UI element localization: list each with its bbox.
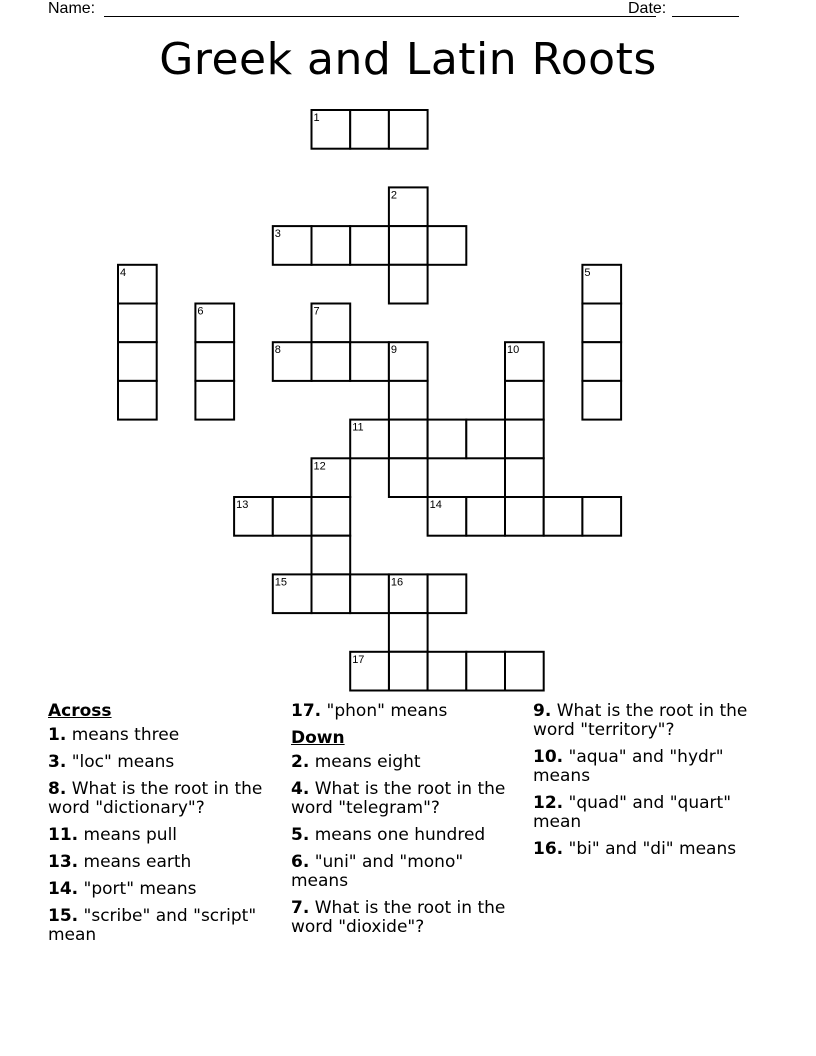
clue-down-4: 4. What is the root in the word "telegram"? bbox=[291, 779, 506, 818]
clue-across-17: 17. "phon" means bbox=[291, 701, 448, 721]
grid-cell[interactable] bbox=[389, 381, 428, 420]
clue-across-8: 8. What is the root in the word "dictionary"? bbox=[48, 779, 263, 818]
cell-number-label: 4 bbox=[120, 266, 127, 279]
cell-number-label: 5 bbox=[584, 266, 591, 279]
grid-cell[interactable] bbox=[389, 613, 428, 652]
clue-down-16: 16. "bi" and "di" means bbox=[533, 839, 737, 859]
grid-cell[interactable] bbox=[389, 420, 428, 459]
grid-cell[interactable] bbox=[466, 652, 505, 691]
grid-cell[interactable] bbox=[389, 652, 428, 691]
down-heading: Down bbox=[291, 728, 345, 748]
grid-cell[interactable] bbox=[544, 497, 583, 536]
grid-cell[interactable] bbox=[312, 536, 351, 575]
grid-cell[interactable] bbox=[505, 652, 544, 691]
grid-cell[interactable] bbox=[582, 342, 621, 381]
clue-across-11: 11. means pull bbox=[48, 825, 178, 845]
cell-number-label: 10 bbox=[507, 344, 520, 357]
clue-down-7: 7. What is the root in the word "dioxide"? bbox=[291, 898, 506, 937]
clue-across-13: 13. means earth bbox=[48, 852, 192, 872]
grid-cell[interactable] bbox=[350, 574, 389, 613]
cell-number-label: 15 bbox=[274, 576, 288, 589]
clues-column-3 bbox=[533, 702, 763, 867]
clue-across-1: 1. means three bbox=[48, 725, 180, 745]
grid-cell[interactable] bbox=[273, 497, 312, 536]
cell-number-label: 11 bbox=[352, 421, 364, 434]
clue-down-9: 9. What is the root in the word "territory"? bbox=[533, 701, 748, 740]
grid-cell[interactable] bbox=[118, 381, 157, 420]
cell-number-label: 7 bbox=[313, 305, 320, 318]
grid-cell[interactable] bbox=[428, 652, 467, 691]
clue-down-6: 6. "uni" and "mono" means bbox=[291, 852, 464, 891]
grid-cell[interactable] bbox=[350, 226, 389, 265]
cell-number-label: 16 bbox=[390, 576, 404, 589]
grid-cell[interactable] bbox=[118, 342, 157, 381]
grid-cell[interactable] bbox=[582, 497, 621, 536]
cell-number-label: 13 bbox=[236, 499, 249, 511]
clue-across-3: 3. "loc" means bbox=[48, 752, 175, 772]
grid-cell[interactable] bbox=[466, 497, 505, 536]
grid-cell[interactable] bbox=[505, 381, 544, 420]
grid-cell[interactable] bbox=[505, 458, 544, 497]
grid-cell[interactable] bbox=[350, 342, 389, 381]
cell-number-label: 9 bbox=[390, 344, 398, 357]
grid-cell[interactable] bbox=[118, 304, 157, 343]
across-heading: Across bbox=[48, 701, 112, 721]
cell-number-label: 1 bbox=[313, 112, 320, 124]
grid-cell[interactable] bbox=[195, 381, 234, 420]
clue-down-2: 2. means eight bbox=[291, 752, 421, 772]
cell-number-label: 8 bbox=[274, 344, 281, 357]
date-label: Date: bbox=[628, 0, 667, 17]
grid-cell[interactable] bbox=[389, 458, 428, 497]
grid-cell[interactable] bbox=[466, 420, 505, 459]
clue-down-5: 5. means one hundred bbox=[291, 825, 486, 845]
cell-number-label: 6 bbox=[197, 305, 204, 318]
cell-number-label: 3 bbox=[274, 228, 281, 241]
grid-cell[interactable] bbox=[312, 226, 351, 265]
grid-cell[interactable] bbox=[350, 110, 389, 149]
clue-across-15: 15. "scribe" and "script" mean bbox=[48, 906, 257, 945]
grid-cell[interactable] bbox=[582, 381, 621, 420]
clues-column-2 bbox=[291, 702, 513, 945]
grid-cell[interactable] bbox=[428, 226, 467, 265]
grid-cell[interactable] bbox=[312, 497, 351, 536]
grid-cell[interactable] bbox=[312, 574, 351, 613]
grid-cell[interactable] bbox=[505, 420, 544, 459]
grid-cell[interactable] bbox=[428, 420, 467, 459]
grid-cell[interactable] bbox=[312, 342, 351, 381]
grid-cell[interactable] bbox=[389, 226, 428, 265]
clue-across-14: 14. "port" means bbox=[48, 879, 197, 899]
grid-cell[interactable] bbox=[428, 574, 467, 613]
clues-column-1 bbox=[48, 702, 270, 953]
cell-number-label: 17 bbox=[352, 653, 365, 666]
page-title: Greek and Latin Roots bbox=[159, 34, 657, 85]
grid-cell[interactable] bbox=[582, 304, 621, 343]
grid-cell[interactable] bbox=[505, 497, 544, 536]
cell-number-label: 12 bbox=[313, 460, 326, 473]
grid-cell[interactable] bbox=[389, 265, 428, 304]
grid-cell[interactable] bbox=[195, 342, 234, 381]
clue-down-10: 10. "aqua" and "hydr" means bbox=[533, 747, 724, 786]
grid-cell[interactable] bbox=[389, 110, 428, 149]
clue-down-12: 12. "quad" and "quart" mean bbox=[533, 793, 732, 832]
cell-number-label: 14 bbox=[429, 499, 442, 511]
name-label: Name: bbox=[48, 0, 96, 17]
cell-number-label: 2 bbox=[390, 189, 398, 202]
